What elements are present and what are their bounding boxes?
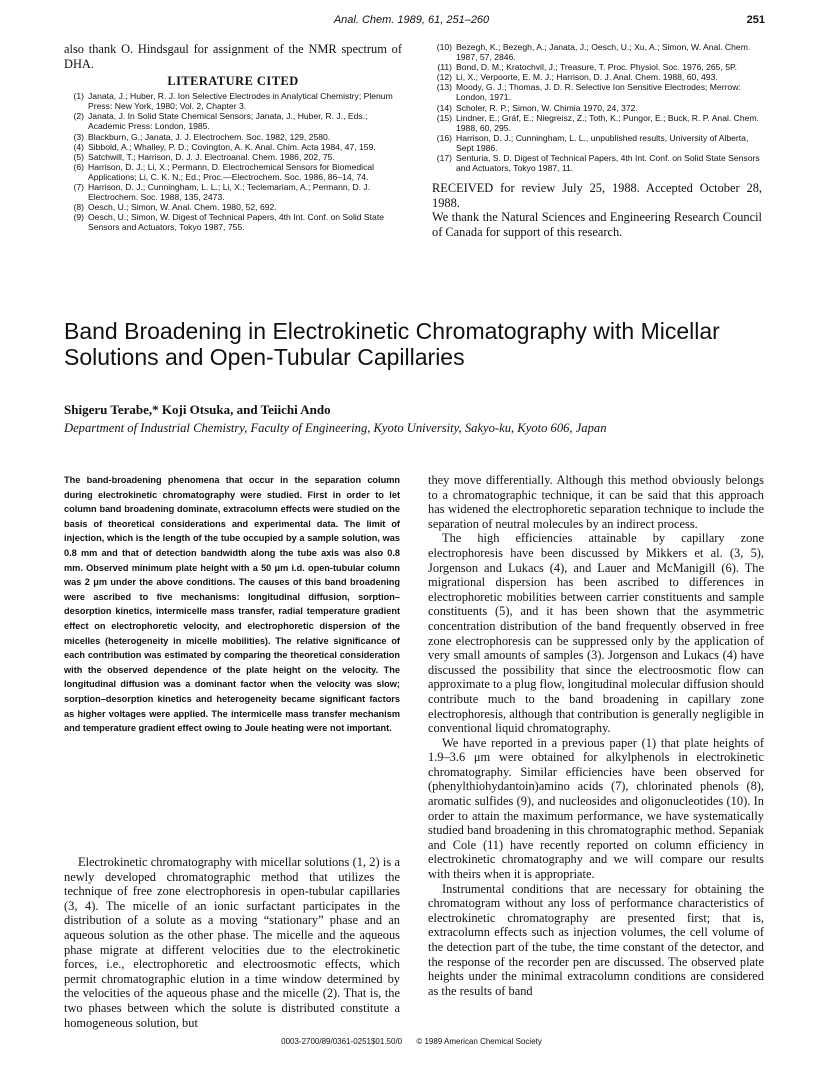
literature-cited-heading: LITERATURE CITED — [167, 74, 299, 89]
running-header — [0, 14, 823, 32]
reference-list-right — [432, 42, 762, 173]
reference-item: (7) Harrison, D. J.; Cunningham, L. L.; Li, X.; Teclemariam, A.; Permann, D. J. Electrochem. Soc. 1988, 135, 2473. — [73, 182, 371, 203]
page-number: 251 — [746, 14, 765, 26]
journal-citation: Anal. Chem. 1989, 61, 251–260 — [333, 14, 490, 26]
reference-item: (1) Janata, J.; Huber, R. J. Ion Selective Electrodes in Analytical Chemistry; Plenum Press: New York, 1980; Vol. 2, Chapter 3. — [73, 91, 393, 112]
body-paragraph: We have reported in a previous paper (1) that plate heights of 1.9–3.6 μm were obtained for alkylphenols in electrokinetic chromatography. Similar efficiencies have been observed for (phenylthiohydantoin)amino acids (7), chlorinated phenols (8), aromatic sulfides (9), and nucleosides and oligonucleotides (10). In order to attain the maximum performance, we have systematically studied band broadening in this chromatographic method. Sepaniak and Cole (11) have recently reported on column efficiency in electrokinetic chromatography and we will compare our results with theirs when it is appropriate. — [428, 735, 764, 882]
acknowledgment-text: also thank O. Hindsgaul for assignment of the NMR spectrum of DHA. — [64, 42, 402, 71]
body-paragraph: The high efficiencies attainable by capillary zone electrophoresis have been discussed by Mikkers et al. (3, 5), Jorgenson and Lukacs (4), and Lauer and McManigill (6). The migrational dispersion has been ascribed to differences in electrophoretic mobilities between carrier constituents and sample constituents (5), and it has been shown that the asymmetric concentration distribution of the band frequently observed in free zone electrophoresis can be suppressed only by the application of very small amounts of samples (3). Jorgenson and Lukacs (4) have discussed the possibility that since the electroosmotic flow can approximate to a plug flow, longitudinal molecular diffusion should contribute much to the band broadening in capillary zone electrophoresis, although that contribution is generally negligible in conventional liquid chromatography. — [428, 531, 764, 736]
article-title: Band Broadening in Electrokinetic Chromatography with Micellar Solutions and Open-Tubular Capillaries — [64, 318, 720, 370]
reference-list-left — [64, 91, 402, 232]
reference-item: (16) Harrison, D. J.; Cunningham, L. L., unpublished results, University of Alberta, Sept 1986. — [436, 132, 749, 153]
body-right-column — [428, 473, 764, 998]
reference-item: (5) Satchwill, T.; Harrison, D. J. J. Electroanal. Chem. 1986, 202, 75. — [73, 151, 335, 162]
author-affiliation: Department of Industrial Chemistry, Faculty of Engineering, Kyoto University, Sakyo-ku, Kyoto 606, Japan — [64, 421, 607, 435]
footer-copyright: © 1989 American Chemical Society — [416, 1037, 542, 1046]
top-right-column — [432, 42, 762, 240]
abstract: The band-broadening phenomena that occur in the separation column during electrokinetic chromatography were studied. First in order to let column band broadening dominate, extracolumn effects were studied on the basis of theoretical considerations and experimental data. The limit of injection, which is the length of the tube occupied by a sample solution, was 0.8 mm and that of detection bandwidth along the tube axis was also 0.8 mm. Observed minimum plate height with a 50 μm i.d. open-tubular column was 2 μm under the above conditions. The causes of this band broadening were ascribed to five mechanisms: longitudinal diffusion, sorption–desorption kinetics, intermicelle mass transfer, radial temperature gradient effect on electrophoretic velocity, and electrophoretic dispersion of the micelles (heterogeneity in micelle mobilities). The relative significance of each contribution was estimated by comparing the theoretical consideration with the observed dependence of the plate height on the velocity. The longitudinal diffusion was a dominant factor when the velocity was slow; sorption–desorption kinetics and heterogeneity became significant factors as higher voltages were applied. The intermicelle mass transfer mechanism and temperature gradient effect owing to Joule heating were not important. — [64, 475, 400, 734]
intro-left-column — [64, 855, 400, 1030]
reference-item: (17) Senturia, S. D. Digest of Technical Papers, 4th Int. Conf. on Solid State Sensors and Actuators, Tokyo 1987, 11. — [436, 153, 760, 174]
reference-item: (14) Scholer, R. P.; Simon, W. Chimia 1970, 24, 372. — [436, 102, 638, 113]
reference-item: (4) Sibbold, A.; Whalley, P. D.; Covington, A. K. Anal. Chim. Acta 1984, 47, 159. — [73, 141, 376, 152]
reference-item: (12) Li, X.; Verpoorte, E. M. J.; Harrison, D. J. Anal. Chem. 1988, 60, 493. — [436, 72, 718, 83]
funding-acknowledgment: We thank the Natural Sciences and Engineering Research Council of Canada for support of this research. — [432, 210, 762, 239]
received-dates: RECEIVED for review July 25, 1988. Accepted October 28, 1988. — [432, 181, 762, 210]
reference-item: (9) Oesch, U.; Simon, W. Digest of Technical Papers, 4th Int. Conf. on Solid State Sensors and Actuators, Tokyo 1987, 755. — [73, 212, 384, 233]
reference-item: (8) Oesch, U.; Simon, W. Anal. Chem. 1980, 52, 692. — [73, 202, 277, 213]
body-paragraph: they move differentially. Although this method obviously belongs to a chromatographic technique, it can be said that this approach has widened the electrophoretic separation technique to include the separation of neutral molecules by an indirect process. — [428, 473, 764, 531]
reference-item: (2) Janata, J. In Solid State Chemical Sensors; Janata, J., Huber, R. J., Eds.; Academic Press: London, 1985. — [73, 111, 368, 132]
article-authors: Shigeru Terabe,* Koji Otsuka, and Teiichi Ando — [64, 402, 331, 417]
reference-item: (11) Bond, D. M.; Kratochvil, J.; Treasure, T. Proc. Physiol. Soc. 1976, 265, 5P. — [437, 62, 738, 73]
reference-item: (3) Blackburn, G.; Janata, J. J. Electrochem. Soc. 1982, 129, 2580. — [73, 131, 331, 142]
reference-item: (15) Lindner, E.; Gráf, E.; Niegreisz, Z.; Toth, K.; Pungor, E.; Buck, R. P. Anal. Chem. 1988, 60, 295. — [436, 112, 759, 133]
reference-item: (10) Bezegh, K.; Bezegh, A.; Janata, J.; Oesch, U.; Xu, A.; Simon, W. Anal. Chem. 1987, 57, 2846. — [436, 42, 751, 63]
reference-item: (13) Moody, G. J.; Thomas, J. D. R. Selective Ion Sensitive Electrodes; Merrow: London, 1971. — [436, 82, 741, 103]
page-footer — [0, 1037, 823, 1046]
reference-item: (6) Harrison, D. J.; Li, X.; Permann, D. Electrochemical Sensors for Biomedical Applications; Li, C. K. N.; Ed.; Proc.—Electrochem. Soc. 1986, 86–14, 74. — [73, 161, 375, 182]
body-paragraph: Instrumental conditions that are necessary for obtaining the chromatogram without any loss of performance characteristics of electrokinetic chromatography are presented first; that is, extracolumn effects such as injection volumes, the cell volume of the detection part of the tube, the time constant of the detector, and the response of the recorder pen are discussed. The observed plate heights under the minimal extracolumn conditions are considered as the results of band — [428, 881, 764, 998]
footer-code: 0003-2700/89/0361-0251$01.50/0 — [281, 1037, 403, 1046]
body-paragraph: Electrokinetic chromatography with micellar solutions (1, 2) is a newly developed chromatographic method that utilizes the technique of free zone electrophoresis in open-tubular capillaries (3, 4). The micelle of an ionic surfactant participates in the distribution of a solute as a moving “stationary” phase and an aqueous solution as the other phase. The micelle and the aqueous phase migrate at different velocities due to the electrokinetic forces, i.e., electrophoretic and electroosmotic effects, which permit chromatographic elution in a time window determined by the velocities of the aqueous phase and the micelle (2). That is, the two phases between which the solute is distributed constitute a homogeneous solution, but — [64, 855, 400, 1030]
top-left-column — [64, 42, 402, 233]
